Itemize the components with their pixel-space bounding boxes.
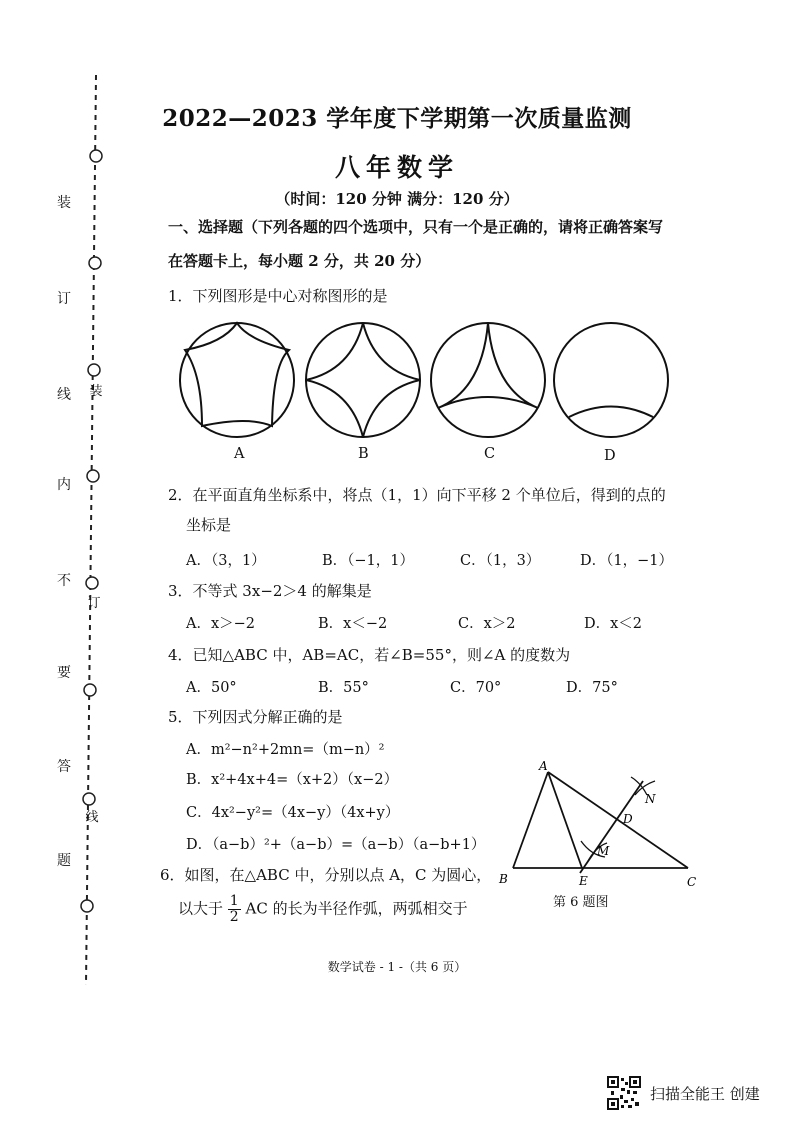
q5-option-c: C．4x²−y²=（4x−y）（4x+y）: [186, 805, 400, 821]
q4-option-b: B．55°: [318, 680, 369, 696]
q1-label-d: D: [604, 448, 616, 464]
exam-time-info: （时间：120 分钟 满分：120 分）: [275, 190, 519, 208]
question-1-stem: 1．下列图形是中心对称图形的是: [168, 287, 388, 305]
margin-inner-char: 线: [85, 810, 99, 825]
q5-option-a: A．m²−n²+2mn=（m−n）²: [186, 742, 385, 758]
margin-char: 题: [57, 853, 71, 869]
q6-figure-caption: 第 6 题图: [553, 895, 609, 910]
q3-option-d: D．x＜2: [584, 616, 643, 632]
margin-char: 订: [57, 291, 71, 307]
exam-title: 2022—2023 学年度下学期第一次质量监测: [162, 105, 632, 132]
question-6-stem-line2: [178, 894, 468, 925]
figure-b: [306, 323, 420, 437]
section-instructions-line2: 在答题卡上，每小题 2 分，共 20 分）: [168, 252, 431, 270]
question-2-stem-line2: 坐标是: [186, 516, 232, 534]
point-n-label: N: [645, 792, 656, 806]
binding-hole: [86, 577, 98, 589]
exam-subject: 八年数学: [334, 153, 459, 182]
margin-char: 装: [57, 195, 71, 211]
question-5-stem: 5．下列因式分解正确的是: [168, 708, 343, 726]
q3-option-a: A．x＞−2: [186, 616, 256, 632]
binding-hole: [89, 257, 101, 269]
q1-label-a: A: [234, 446, 245, 462]
q6-text-post: AC 的长为半径作弧，两弧相交于: [245, 899, 468, 918]
scanner-watermark: 扫描全能王 创建: [650, 1085, 760, 1103]
binding-hole: [84, 684, 96, 696]
binding-hole: [81, 900, 93, 912]
question-4-stem: 4．已知△ABC 中，AB=AC，若∠B=55°，则∠A 的度数为: [168, 646, 571, 664]
q5-option-b: B．x²+4x+4=（x+2）（x−2）: [186, 772, 399, 788]
margin-char: 不: [57, 573, 71, 589]
point-d-label: D: [623, 812, 633, 826]
binding-hole: [83, 793, 95, 805]
margin-char: 要: [57, 665, 71, 681]
page-footer: 数学试卷 - 1 -（共 6 页）: [327, 960, 467, 974]
margin-inner-char: 装: [89, 384, 103, 399]
q2-option-b: B．（−1，1）: [322, 553, 415, 569]
q2-option-c: C．（1，3）: [460, 553, 541, 569]
point-m-label: M: [597, 844, 610, 858]
question-6-stem-line1: 6．如图，在△ABC 中，分别以点 A，C 为圆心，: [160, 866, 492, 884]
point-b-label: B: [499, 872, 508, 886]
q6-frac-den: 2: [229, 909, 239, 925]
q3-option-b: B．x＜−2: [318, 616, 388, 632]
qr-code-icon: [607, 1076, 641, 1110]
figure-a: [180, 323, 294, 437]
binding-hole: [88, 364, 100, 376]
point-a-label: A: [539, 759, 548, 773]
margin-char: 内: [57, 477, 71, 493]
q2-option-d: D．（1，−1）: [580, 553, 673, 569]
q4-option-c: C．70°: [450, 680, 502, 696]
q1-label-c: C: [484, 446, 496, 462]
q2-option-a: A．（3，1）: [186, 553, 266, 569]
q4-option-a: A．50°: [186, 680, 237, 696]
figure-d: [554, 323, 668, 437]
q5-option-d: D．（a−b）²+（a−b）=（a−b）（a−b+1）: [186, 837, 486, 853]
figure-c: [431, 323, 545, 437]
q6-fraction: [228, 894, 241, 925]
point-c-label: C: [687, 875, 697, 889]
q1-label-b: B: [358, 446, 369, 462]
question-3-stem: 3．不等式 3x−2＞4 的解集是: [168, 582, 372, 600]
section-instructions-line1: 一、选择题（下列各题的四个选项中，只有一个是正确的，请将正确答案写: [168, 218, 664, 236]
q6-text-pre: 以大于: [178, 899, 224, 918]
q6-figure: [495, 755, 710, 900]
question-2-stem-line1: 2．在平面直角坐标系中，将点（1，1）向下平移 2 个单位后，得到的点的: [168, 486, 666, 504]
q1-figures: [176, 320, 676, 445]
q6-frac-num: 1: [229, 893, 239, 909]
margin-inner-char: 订: [87, 596, 101, 611]
margin-char: 答: [57, 759, 71, 775]
q3-option-c: C．x＞2: [458, 616, 516, 632]
point-e-label: E: [579, 874, 588, 888]
q4-option-d: D．75°: [566, 680, 618, 696]
binding-hole: [87, 470, 99, 482]
margin-char: 线: [57, 387, 71, 403]
